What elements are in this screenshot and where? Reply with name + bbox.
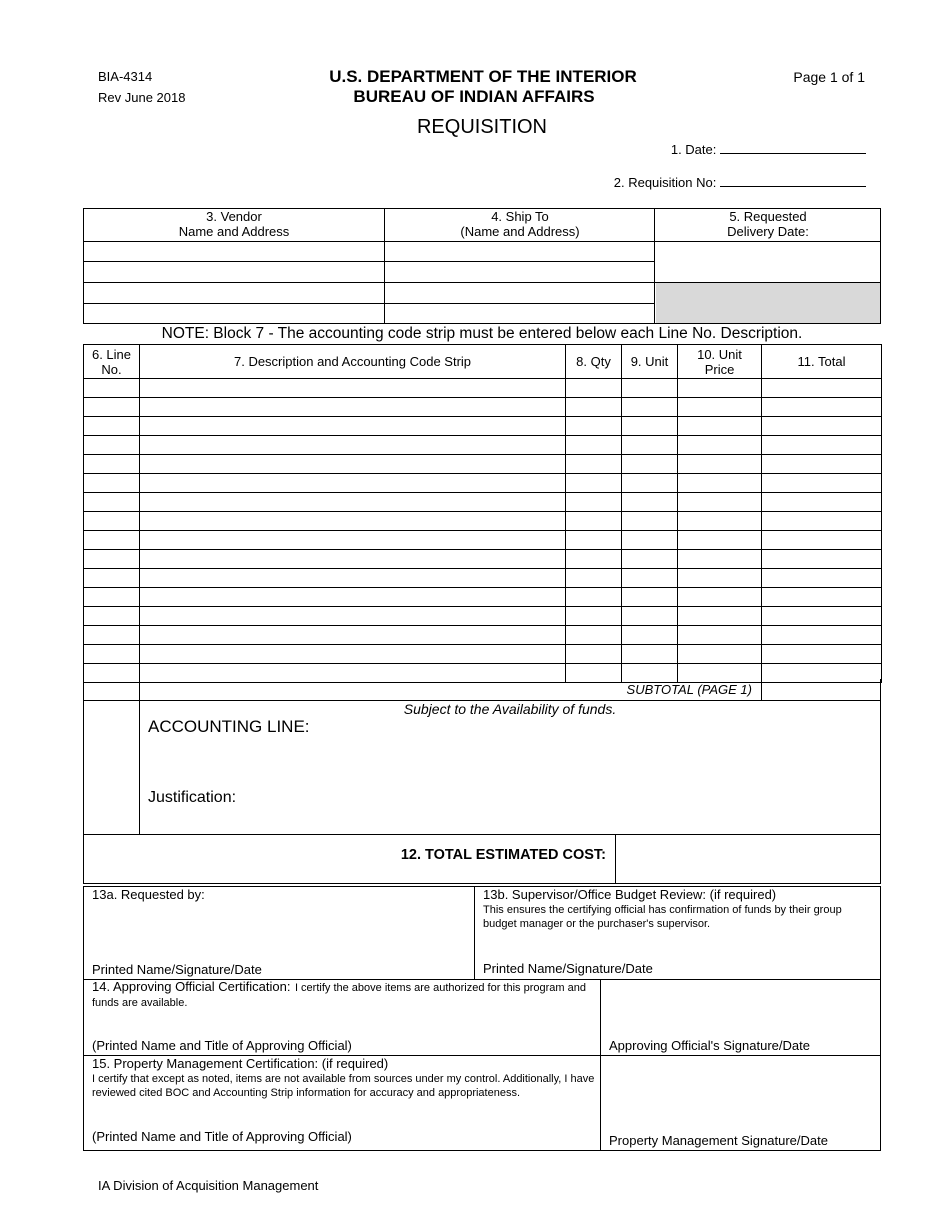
col-line-number-label-1: 6. Line <box>91 346 132 362</box>
vendor-input[interactable] <box>84 242 384 323</box>
total-cell[interactable] <box>762 493 882 512</box>
table-row <box>84 531 882 550</box>
form-number: BIA-4314 <box>98 69 153 84</box>
description-cell[interactable] <box>140 645 566 664</box>
table-row <box>84 379 882 398</box>
page-title: REQUISITION <box>416 116 547 138</box>
total-cell[interactable] <box>762 645 882 664</box>
date-label: 1. Date: <box>670 142 717 157</box>
total-cell[interactable] <box>762 512 882 531</box>
approving-certification <box>92 980 597 1010</box>
supervisor-signature-area[interactable] <box>476 935 880 960</box>
line-number-cell[interactable] <box>84 512 140 531</box>
unit-cell[interactable] <box>622 398 678 417</box>
qty-cell[interactable] <box>566 474 622 493</box>
ship-to-header-line2: (Name and Address) <box>460 224 580 239</box>
unit-price-cell[interactable] <box>678 550 762 569</box>
approving-certification-desc: I certify the above items are authorized for this program and funds are available. <box>92 982 586 1009</box>
line-number-cell[interactable] <box>84 626 140 645</box>
description-cell[interactable] <box>140 550 566 569</box>
approving-certification-title: 14. Approving Official Certification: <box>92 979 291 994</box>
subtotal-value[interactable] <box>763 680 880 700</box>
page-number: Page 1 of 1 <box>793 69 865 85</box>
total-cell[interactable] <box>762 398 882 417</box>
qty-cell[interactable] <box>566 398 622 417</box>
unit-price-cell[interactable] <box>678 645 762 664</box>
property-signature-label: Property Management Signature/Date <box>609 1133 828 1148</box>
col-line-number-label-2: No. <box>101 361 122 377</box>
unit-cell[interactable] <box>622 379 678 398</box>
ship-to-input[interactable] <box>386 242 654 323</box>
line-number-cell[interactable] <box>84 607 140 626</box>
table-row <box>84 455 882 474</box>
qty-cell[interactable] <box>566 455 622 474</box>
unit-price-cell[interactable] <box>678 493 762 512</box>
table-row <box>84 626 882 645</box>
unit-cell[interactable] <box>622 474 678 493</box>
delivery-header-line1: 5. Requested <box>729 209 807 224</box>
col-qty: 8. Qty <box>566 345 622 379</box>
unit-cell[interactable] <box>622 569 678 588</box>
total-cell[interactable] <box>762 417 882 436</box>
subtotal-line-cell <box>83 679 140 701</box>
qty-cell[interactable] <box>566 550 622 569</box>
department-name: U.S. DEPARTMENT OF THE INTERIOR <box>329 67 637 86</box>
table-row <box>84 493 882 512</box>
table-header-row <box>84 345 882 379</box>
supervisor-review-desc: This ensures the certifying official has confirmation of funds by their group budget manager or the purchaser's supervisor. <box>483 904 842 930</box>
description-cell[interactable] <box>140 398 566 417</box>
unit-cell[interactable] <box>622 626 678 645</box>
total-cell[interactable] <box>762 588 882 607</box>
accounting-line-label: ACCOUNTING LINE: <box>148 717 310 736</box>
table-row <box>84 569 882 588</box>
line-number-cell[interactable] <box>84 569 140 588</box>
unit-price-cell[interactable] <box>678 398 762 417</box>
unit-cell[interactable] <box>622 417 678 436</box>
unit-cell[interactable] <box>622 512 678 531</box>
qty-cell[interactable] <box>566 569 622 588</box>
unit-cell[interactable] <box>622 607 678 626</box>
col-description: 7. Description and Accounting Code Strip <box>140 345 566 379</box>
line-number-cell[interactable] <box>84 379 140 398</box>
table-row <box>84 645 882 664</box>
accounting-note: NOTE: Block 7 - The accounting code strip must be entered below each Line No. Description. <box>161 325 803 342</box>
unit-cell[interactable] <box>622 550 678 569</box>
line-number-cell[interactable] <box>84 531 140 550</box>
description-cell[interactable] <box>140 531 566 550</box>
total-cell[interactable] <box>762 455 882 474</box>
total-cell[interactable] <box>762 531 882 550</box>
delivery-header-line2: Delivery Date: <box>727 224 809 239</box>
qty-cell[interactable] <box>566 493 622 512</box>
requested-by-signature-label: Printed Name/Signature/Date <box>92 962 262 977</box>
delivery-date-input[interactable] <box>656 242 880 282</box>
col-line-number <box>84 345 140 379</box>
unit-price-cell[interactable] <box>678 531 762 550</box>
vendor-header <box>83 209 385 239</box>
unit-price-cell[interactable] <box>678 379 762 398</box>
property-certification-desc: I certify that except as noted, items are not available from sources under my control. Additionally, I have reviewed cited BOC and Accounting Strip information for accuracy and appropriateness. <box>92 1073 595 1099</box>
ship-to-header <box>385 209 655 239</box>
supervisor-review-label: 13b. Supervisor/Office Budget Review: (if required) <box>483 887 777 902</box>
description-cell[interactable] <box>140 588 566 607</box>
total-cell[interactable] <box>762 626 882 645</box>
col-total: 11. Total <box>762 345 882 379</box>
total-cell[interactable] <box>762 379 882 398</box>
delivery-header <box>655 209 881 239</box>
property-official-name-label: (Printed Name and Title of Approving Official) <box>92 1129 352 1144</box>
total-cell[interactable] <box>762 607 882 626</box>
table-row <box>84 474 882 493</box>
description-cell[interactable] <box>140 455 566 474</box>
line-number-cell[interactable] <box>84 588 140 607</box>
unit-price-cell[interactable] <box>678 626 762 645</box>
total-cell[interactable] <box>762 550 882 569</box>
line-items-table <box>83 344 882 683</box>
table-row <box>84 436 882 455</box>
table-row <box>84 550 882 569</box>
description-cell[interactable] <box>140 607 566 626</box>
unit-cell[interactable] <box>622 588 678 607</box>
justification-label: Justification: <box>148 789 237 806</box>
approving-official-signature-label: Approving Official's Signature/Date <box>609 1038 810 1053</box>
accounting-line-cell <box>83 701 140 835</box>
table-row <box>84 512 882 531</box>
qty-cell[interactable] <box>566 588 622 607</box>
vendor-header-line2: Name and Address <box>178 224 290 239</box>
description-cell[interactable] <box>140 474 566 493</box>
unit-price-cell[interactable] <box>678 607 762 626</box>
unit-cell[interactable] <box>622 645 678 664</box>
property-signature-area[interactable] <box>602 1057 880 1129</box>
line-number-cell[interactable] <box>84 550 140 569</box>
supervisor-signature-label: Printed Name/Signature/Date <box>483 961 653 976</box>
requisition-number-label: 2. Requisition No: <box>613 175 717 190</box>
qty-cell[interactable] <box>566 436 622 455</box>
qty-cell[interactable] <box>566 379 622 398</box>
unit-price-cell[interactable] <box>678 417 762 436</box>
requisition-number-field[interactable] <box>560 174 866 190</box>
unit-cell[interactable] <box>622 531 678 550</box>
col-unit: 9. Unit <box>622 345 678 379</box>
table-row <box>84 588 882 607</box>
total-cell[interactable] <box>762 474 882 493</box>
description-cell[interactable] <box>140 512 566 531</box>
approving-official-name-label: (Printed Name and Title of Approving Official) <box>92 1038 352 1053</box>
unit-price-cell[interactable] <box>678 455 762 474</box>
qty-cell[interactable] <box>566 417 622 436</box>
total-value[interactable] <box>617 836 880 883</box>
unit-cell[interactable] <box>622 436 678 455</box>
bureau-name: BUREAU OF INDIAN AFFAIRS <box>353 87 595 106</box>
qty-cell[interactable] <box>566 512 622 531</box>
total-label: 12. TOTAL ESTIMATED COST: <box>400 847 606 863</box>
unit-price-cell[interactable] <box>678 512 762 531</box>
date-input-line[interactable] <box>720 141 866 154</box>
line-number-cell[interactable] <box>84 493 140 512</box>
col-unit-price-label-1: 10. Unit <box>697 346 742 362</box>
line-number-cell[interactable] <box>84 398 140 417</box>
total-cell[interactable] <box>762 436 882 455</box>
ship-to-header-line1: 4. Ship To <box>491 209 549 224</box>
property-certification-title: 15. Property Management Certification: (if required) <box>92 1056 389 1071</box>
qty-cell[interactable] <box>566 607 622 626</box>
description-cell[interactable] <box>140 626 566 645</box>
approving-signature-area[interactable] <box>602 981 880 1035</box>
table-row <box>84 398 882 417</box>
description-cell[interactable] <box>140 417 566 436</box>
col-unit-price <box>678 345 762 379</box>
qty-cell[interactable] <box>566 626 622 645</box>
requested-by-label: 13a. Requested by: <box>92 887 205 902</box>
description-cell[interactable] <box>140 493 566 512</box>
line-number-cell[interactable] <box>84 436 140 455</box>
unit-price-cell[interactable] <box>678 436 762 455</box>
description-cell[interactable] <box>140 569 566 588</box>
line-number-cell[interactable] <box>84 645 140 664</box>
requisition-number-input-line[interactable] <box>720 174 866 187</box>
table-row <box>84 607 882 626</box>
date-field[interactable] <box>600 141 866 157</box>
description-cell[interactable] <box>140 379 566 398</box>
unit-cell[interactable] <box>622 493 678 512</box>
qty-cell[interactable] <box>566 645 622 664</box>
table-row <box>84 417 882 436</box>
funds-note: Subject to the Availability of funds. <box>403 701 617 717</box>
footer-text: IA Division of Acquisition Management <box>98 1178 319 1193</box>
unit-price-cell[interactable] <box>678 474 762 493</box>
line-number-cell[interactable] <box>84 455 140 474</box>
shaded-area <box>656 283 880 323</box>
description-cell[interactable] <box>140 436 566 455</box>
total-cell[interactable] <box>762 569 882 588</box>
col-unit-price-label-2: Price <box>704 361 735 377</box>
unit-cell[interactable] <box>622 455 678 474</box>
vendor-header-line1: 3. Vendor <box>206 209 262 224</box>
qty-cell[interactable] <box>566 531 622 550</box>
unit-price-cell[interactable] <box>678 588 762 607</box>
form-revision: Rev June 2018 <box>98 90 186 105</box>
line-number-cell[interactable] <box>84 474 140 493</box>
unit-price-cell[interactable] <box>678 569 762 588</box>
subtotal-label: SUBTOTAL (PAGE 1) <box>626 682 752 697</box>
line-number-cell[interactable] <box>84 417 140 436</box>
